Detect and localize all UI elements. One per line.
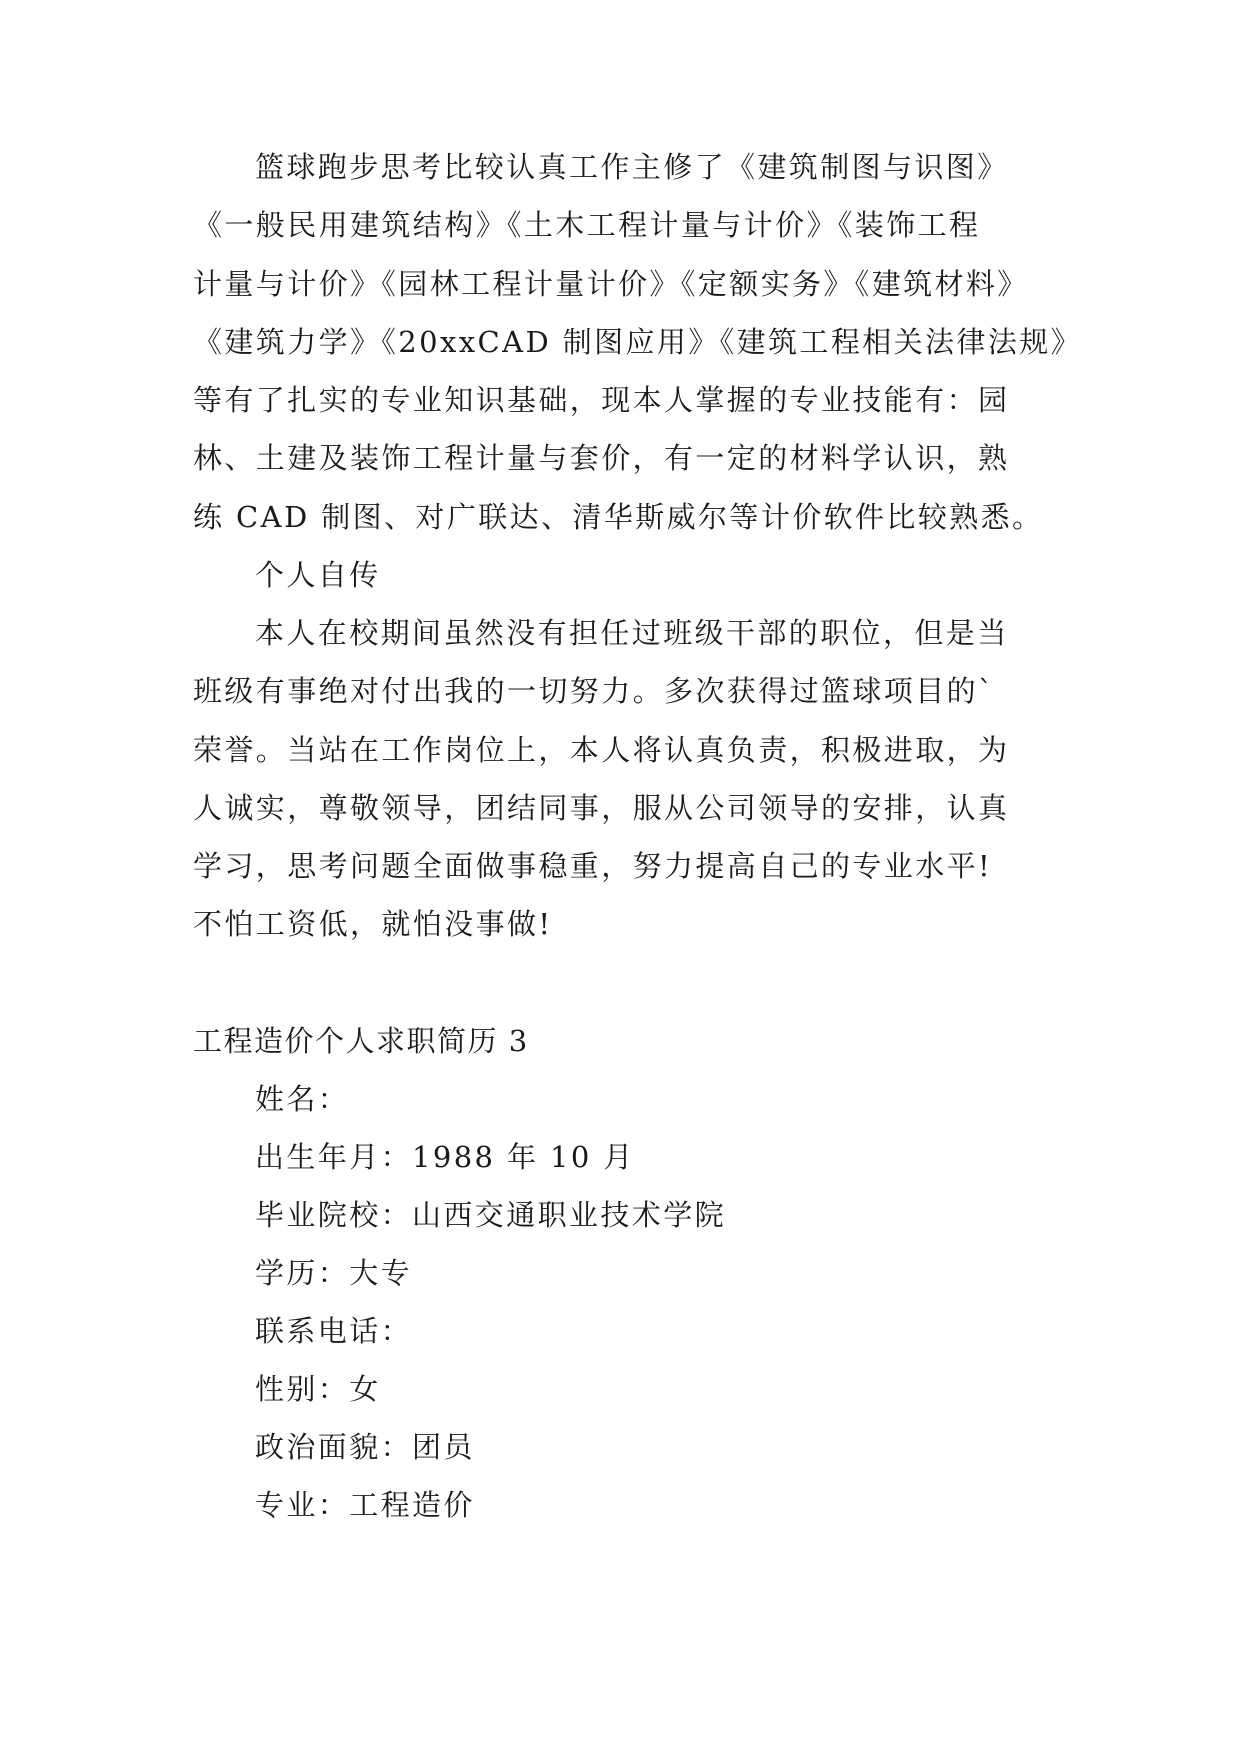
field-name: 姓名： <box>255 1082 350 1116</box>
self-intro-line: 人诚实，尊敬领导，团结同事，服从公司领导的安排，认真 <box>193 791 1010 825</box>
self-intro-line: 学习，思考问题全面做事稳重，努力提高自己的专业水平! <box>193 849 993 883</box>
field-school: 毕业院校：山西交通职业技术学院 <box>255 1198 727 1232</box>
intro-line: 篮球跑步思考比较认真工作主修了《建筑制图与识图》 <box>255 150 1009 184</box>
resume-heading: 工程造价个人求职简历 3 <box>193 1024 529 1058</box>
intro-line: 《建筑力学》《20xxCAD 制图应用》《建筑工程相关法律法规》 <box>193 325 1083 359</box>
intro-line: 《一般民用建筑结构》《土木工程计量与计价》《装饰工程 <box>193 208 981 242</box>
self-intro-line: 荣誉。当站在工作岗位上，本人将认真负责，积极进取，为 <box>193 733 1010 767</box>
intro-line: 计量与计价》《园林工程计量计价》《定额实务》《建筑材料》 <box>193 267 1029 301</box>
field-gender: 性别：女 <box>255 1372 381 1406</box>
field-political-status: 政治面貌：团员 <box>255 1430 475 1464</box>
self-intro-line: 不怕工资低，就怕没事做! <box>193 907 553 941</box>
self-intro-line: 本人在校期间虽然没有担任过班级干部的职位，但是当 <box>255 616 1009 650</box>
field-birth-date: 出生年月：1988 年 10 月 <box>255 1140 635 1174</box>
intro-line: 练 CAD 制图、对广联达、清华斯威尔等计价软件比较熟悉。 <box>193 500 1044 534</box>
intro-line: 林、土建及装饰工程计量与套价，有一定的材料学认识，熟 <box>193 441 1010 475</box>
intro-line: 等有了扎实的专业知识基础，现本人掌握的专业技能有：园 <box>193 383 1010 417</box>
field-phone: 联系电话： <box>255 1314 413 1348</box>
section-title-self-intro: 个人自传 <box>255 558 381 592</box>
field-education: 学历：大专 <box>255 1256 413 1290</box>
field-major: 专业：工程造价 <box>255 1488 475 1522</box>
self-intro-line: 班级有事绝对付出我的一切努力。多次获得过篮球项目的` <box>193 674 995 708</box>
